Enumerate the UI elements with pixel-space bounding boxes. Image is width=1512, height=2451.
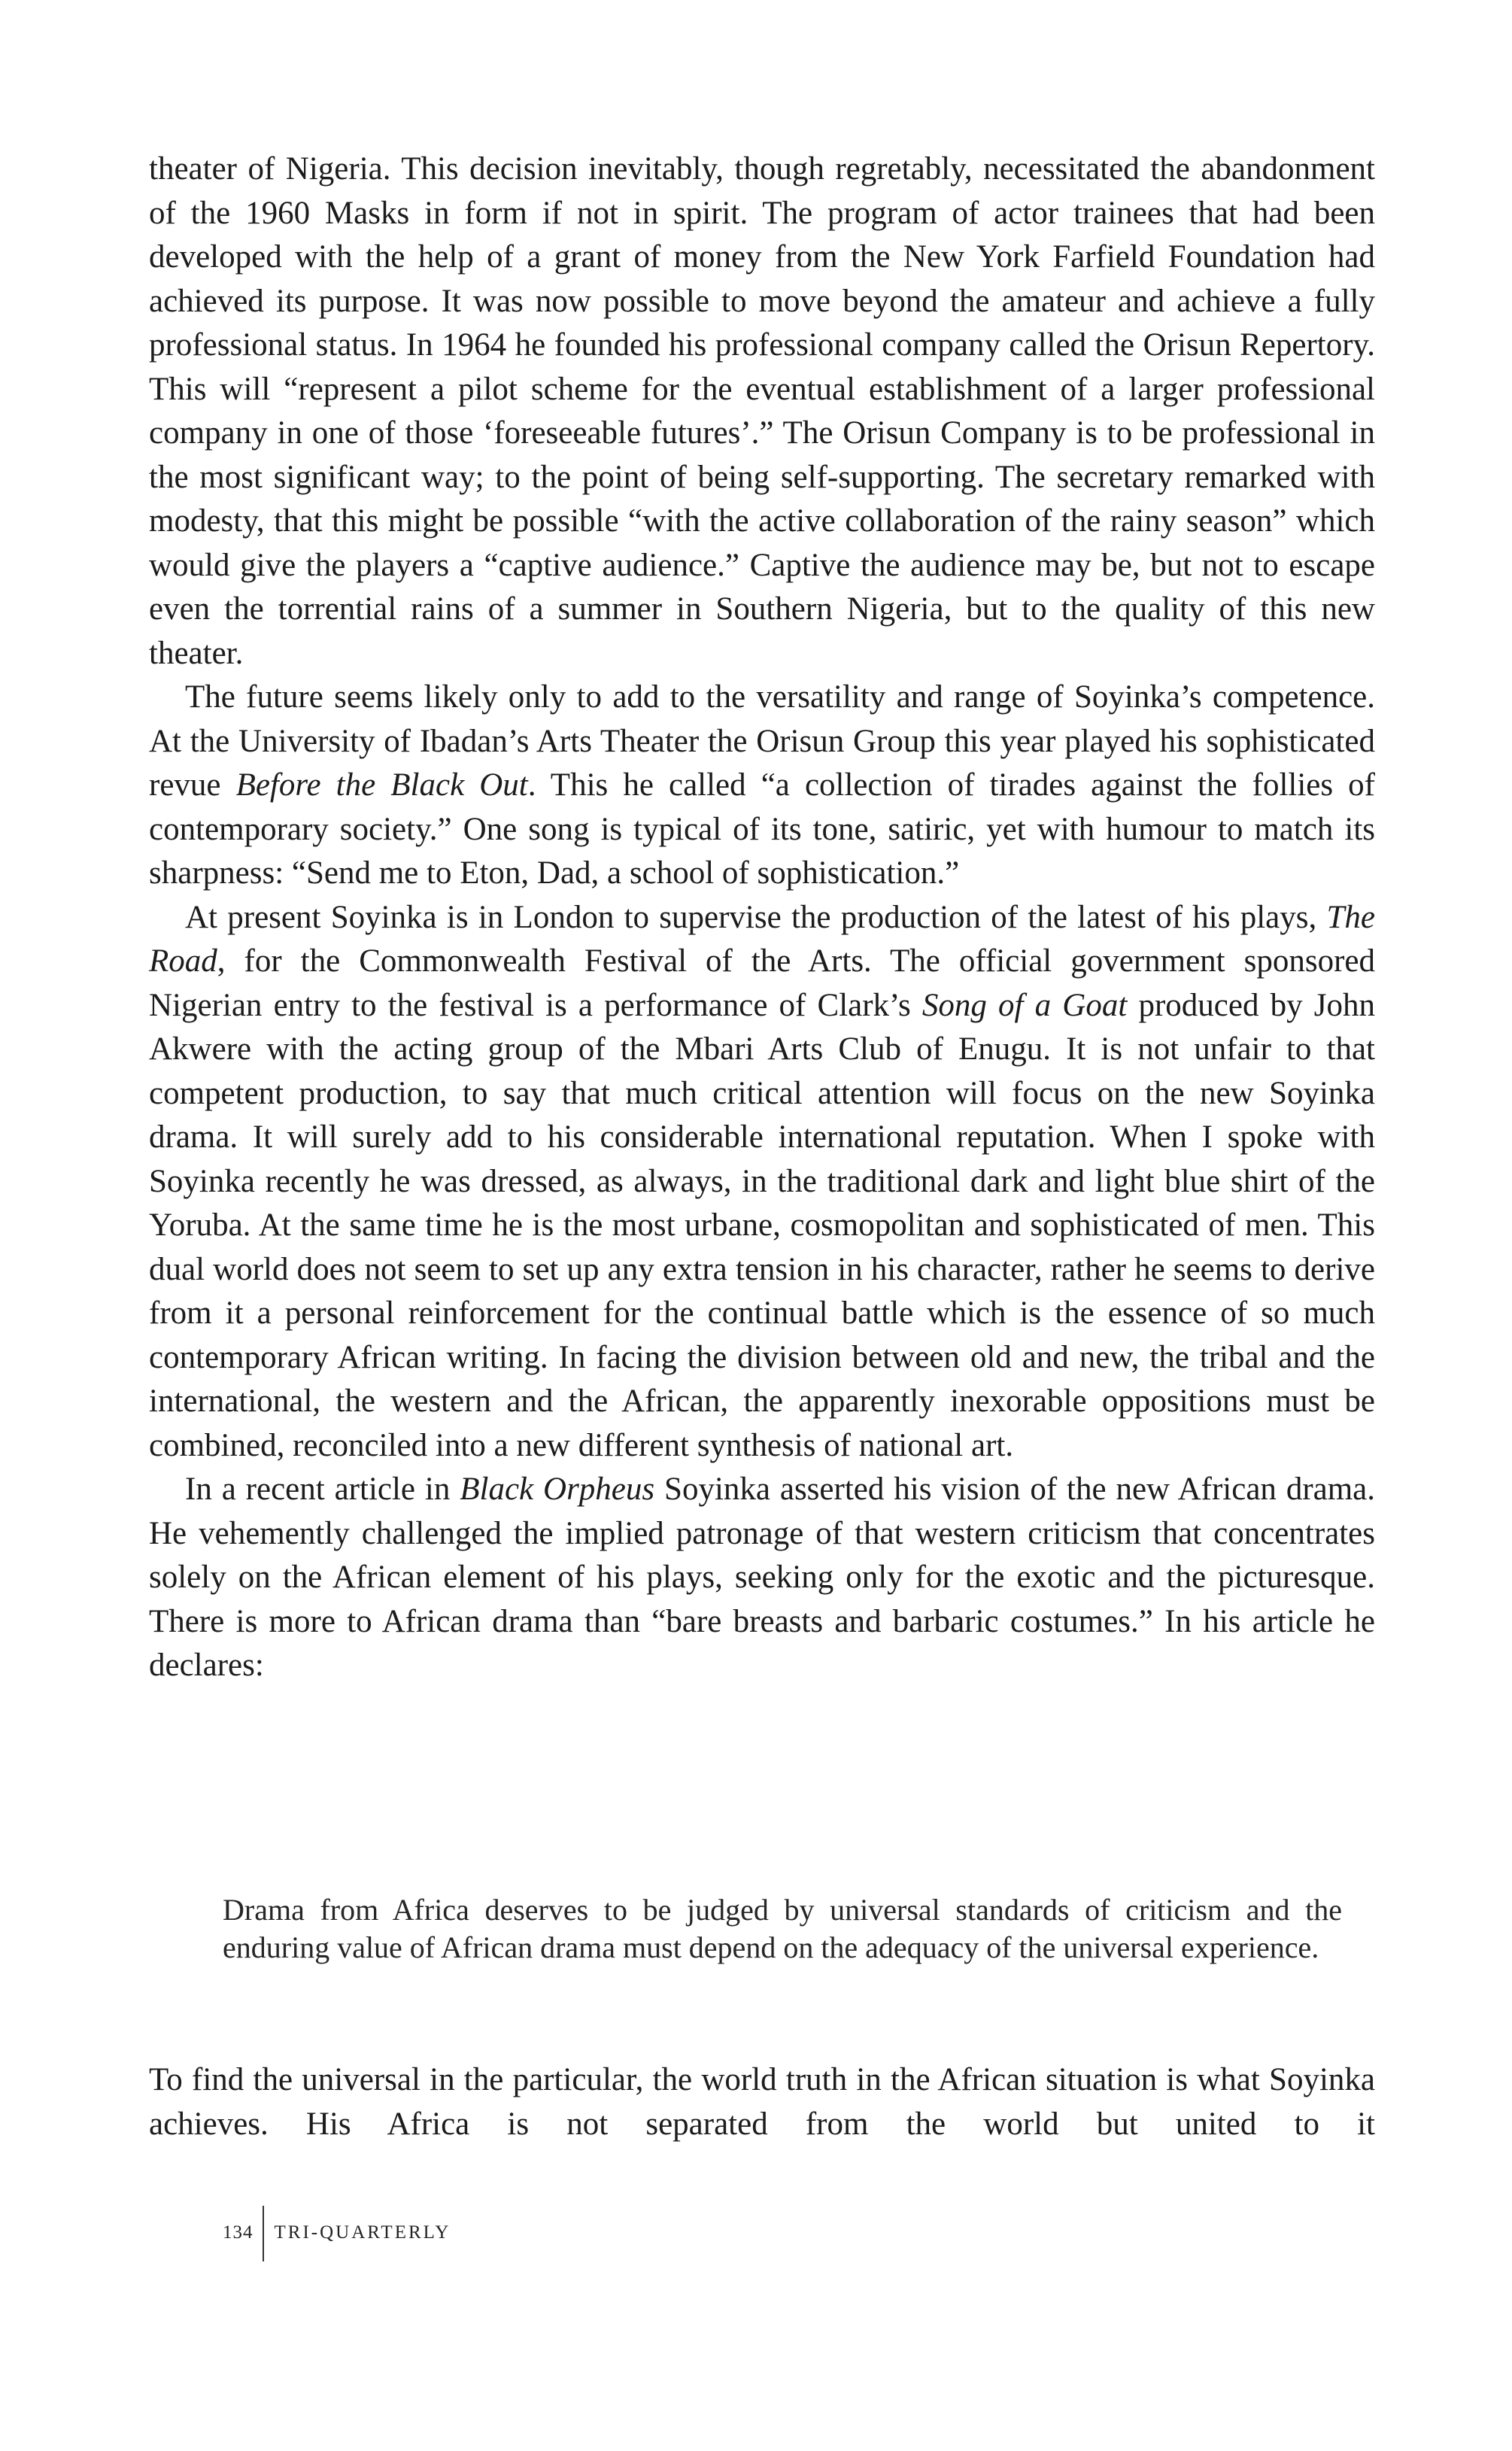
paragraph-3-text-b: , for the Commonwealth Festival of the Arts. The official government sponsored Nigerian entry to the festival is a performance of Clark’s [149, 943, 1375, 1023]
title-black-orpheus: Black Orpheus [460, 1472, 655, 1507]
title-before-the-black-out: Before the Black Out [235, 767, 528, 803]
paragraph-4-text-b: Soyinka asserted his vision of the new African drama. He vehemently challenged the implied patronage of that western criticism that concentrates solely on the African element of his plays, seeking only for the exotic and the picturesque. There is more to African drama than “bare breasts and barbaric costumes.” In his article he declares: [149, 1472, 1376, 1683]
paragraph-3-text-a: At present Soyinka is in London to supervise the production of the latest of his plays, [185, 899, 1327, 935]
paragraph-4 [149, 1468, 1375, 1688]
paragraph-1: theater of Nigeria. This decision inevitably, though regretably, necessitated the abandonment of the 1960 Masks in form if not in spirit. The program of actor trainees that had been developed with the help of a grant of money from the New York Farfield Foundation had achieved its purpose. It was now possible to move beyond the amateur and achieve a fully professional status. In 1964 he founded his professional company called the Orisun Repertory. This will “represent a pilot scheme for the eventual establishment of a larger professional company in one of those ‘foreseeable futures’.” The Orisun Company is to be professional in the most significant way; to the point of being self-supporting. The secretary remarked with modesty, that this might be possible “with the active collaboration of the rainy season” which would give the players a “captive audience.” Captive the audience may be, but not to escape even the torrential rains of a summer in Southern Nigeria, but to the quality of this new theater. [149, 151, 1375, 671]
page-number: 134 [223, 2222, 254, 2243]
paragraph-3-text-c: produced by John Akwere with the acting group of the Mbari Arts Club of Enugu. It is not unfair to that competent production, to say that much critical attention will focus on the new Soyinka drama. It will surely add to his considerable international reputation. When I spoke with Soyinka recently he was dressed, as always, in the traditional dark and light blue shirt of the Yoruba. At the same time he is the most urbane, cosmopolitan and sophisticated of men. This dual world does not seem to set up any extra tension in his character, rather he seems to derive from it a personal reinforcement for the continual battle which is the essence of so much contemporary African writing. In facing the division between old and new, the tribal and the international, the western and the African, the apparently inexorable oppositions must be combined, reconciled into a new different synthesis of national art. [149, 987, 1375, 1463]
paragraph-2 [149, 676, 1375, 896]
body-text [149, 147, 1375, 1688]
paragraph-2-text-b: . This he called “a collection of tirades against the follies of contemporary society.” One song is typical of its tone, satiric, yet with humour to match its sharpness: “Send me to Eton, Dad, a school of sophistication.” [149, 767, 1375, 891]
block-quote: Drama from Africa deserves to be judged by universal standards of criticism and the enduring value of African drama must depend on the adequacy of the universal experience. [223, 1893, 1342, 1964]
journal-name: TRI-QUARTERLY [274, 2222, 451, 2243]
page-footer [223, 2206, 451, 2261]
paragraph-4-text-a: In a recent article in [185, 1472, 460, 1507]
closing-paragraph: To find the universal in the particular, the world truth in the African situation is what Soyinka achieves. His Africa is not separated from the world but united to it [149, 2062, 1375, 2142]
paragraph-2-text-a: The future seems likely only to add to the versatility and range of Soyinka’s competence. At the University of Ibadan’s Arts Theater the Orisun Group this year played his sophisticated revue [149, 679, 1375, 803]
title-song-of-a-goat: Song of a Goat [921, 987, 1128, 1023]
paragraph-3 [149, 896, 1375, 1468]
title-the-road: The Road [149, 899, 1375, 979]
